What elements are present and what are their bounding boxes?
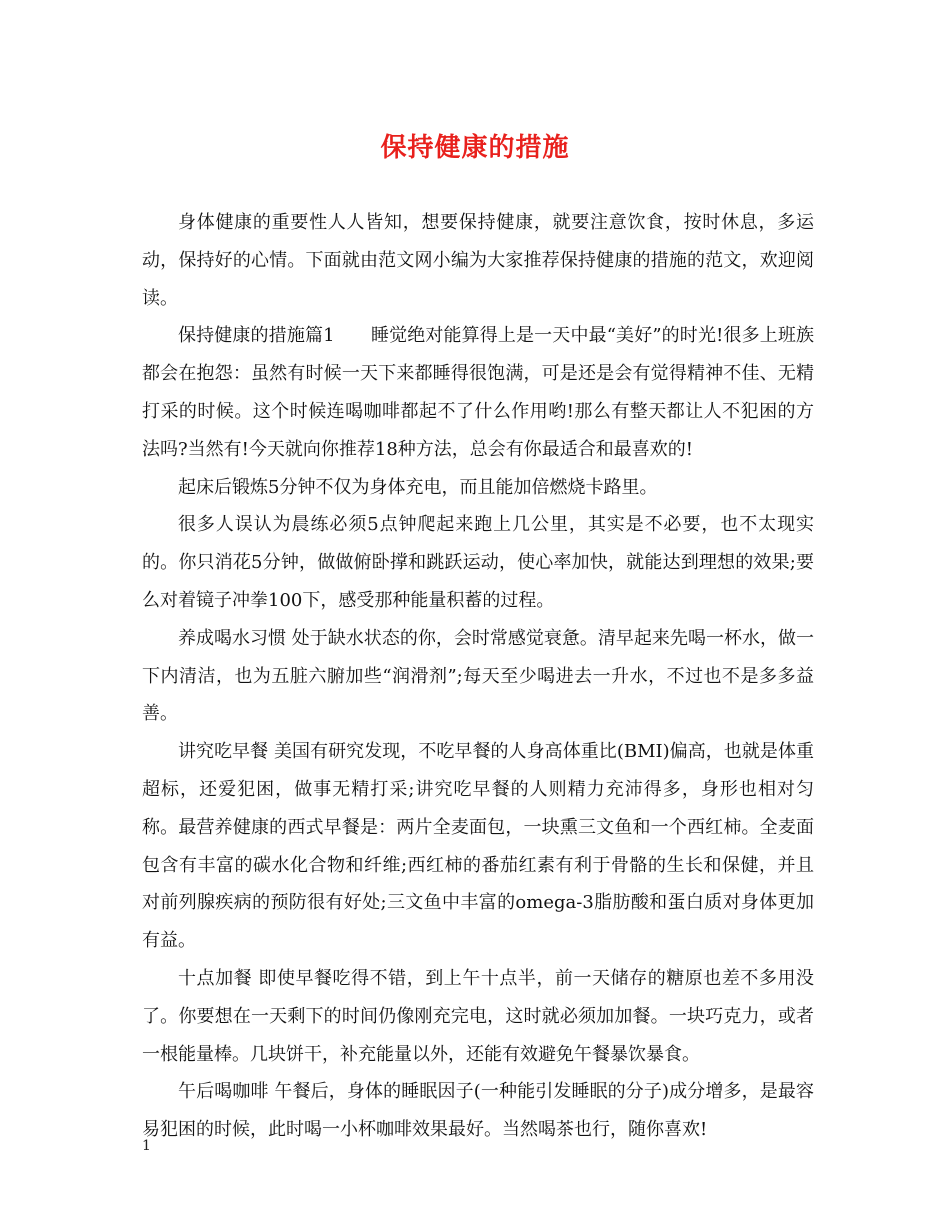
paragraph-morning-exercise: 起床后锻炼5分钟不仅为身体充电，而且能加倍燃烧卡路里。 [178,476,658,498]
paragraph-intro: 身体健康的重要性人人皆知，想要保持健康，就要注意饮食，按时休息，多运动，保持好的心情。下面就由范文网小编为大家推荐保持健康的措施的范文，欢迎阅读。 [142,212,814,309]
document-title: 保持健康的措施 [380,133,570,163]
paragraph-exercise-detail: 很多人误认为晨练必须5点钟爬起来跑上几公里，其实是不必要，也不太现实的。你只消花5分钟，做做俯卧撑和跳跃运动，使心率加快，就能达到理想的效果;要么对着镜子冲拳100下，感受那种能量积蓄的过程。 [142,514,814,611]
page-number: 1 [142,1138,151,1154]
document-body [142,204,814,1149]
paragraph-ten-oclock-snack: 十点加餐 即使早餐吃得不错，到上午十点半，前一天储存的糖原也差不多用没了。你要想在一天剩下的时间仍像刚充完电，这时就必须加加餐。一块巧克力，或者一根能量棒。几块饼干，补充能量以外，还能有效避免午餐暴饮暴食。 [142,967,814,1065]
paragraph-afternoon-coffee: 午后喝咖啡 午餐后，身体的睡眠因子(一种能引发睡眠的分子)成分增多，是最容易犯困的时候，此时喝一小杯咖啡效果最好。当然喝茶也行，随你喜欢! [142,1081,814,1141]
paragraph-breakfast: 讲究吃早餐 美国有研究发现，不吃早餐的人身高体重比(BMI)偏高，也就是体重超标，还爱犯困，做事无精打采;讲究吃早餐的人则精力充沛得多，身形也相对匀称。最营养健康的西式早餐是：两片全麦面包，一块熏三文鱼和一个西红柿。全麦面包含有丰富的碳水化合物和纤维;西红柿的番茄红素有利于骨骼的生长和保健，并且对前列腺疾病的预防很有好处;三文鱼中丰富的omega-3脂肪酸和蛋白质对身体更加有益。 [142,741,814,952]
paragraph-section-1: 保持健康的措施篇1 睡觉绝对能算得上是一天中最“美好”的时光!很多上班族都会在抱怨：虽然有时候一天下来都睡得很饱满，可是还是会有觉得精神不佳、无精打采的时候。这个时候连喝咖啡都起不了什么作用哟!那么有整天都让人不犯困的方法吗?当然有!今天就向你推荐18种方法，总会有你最适合和最喜欢的! [142,325,814,460]
paragraph-drink-water: 养成喝水习惯 处于缺水状态的你，会时常感觉衰惫。清早起来先喝一杯水，做一下内清洁，也为五脏六腑加些“润滑剂”;每天至少喝进去一升水，不过也不是多多益善。 [142,627,814,725]
